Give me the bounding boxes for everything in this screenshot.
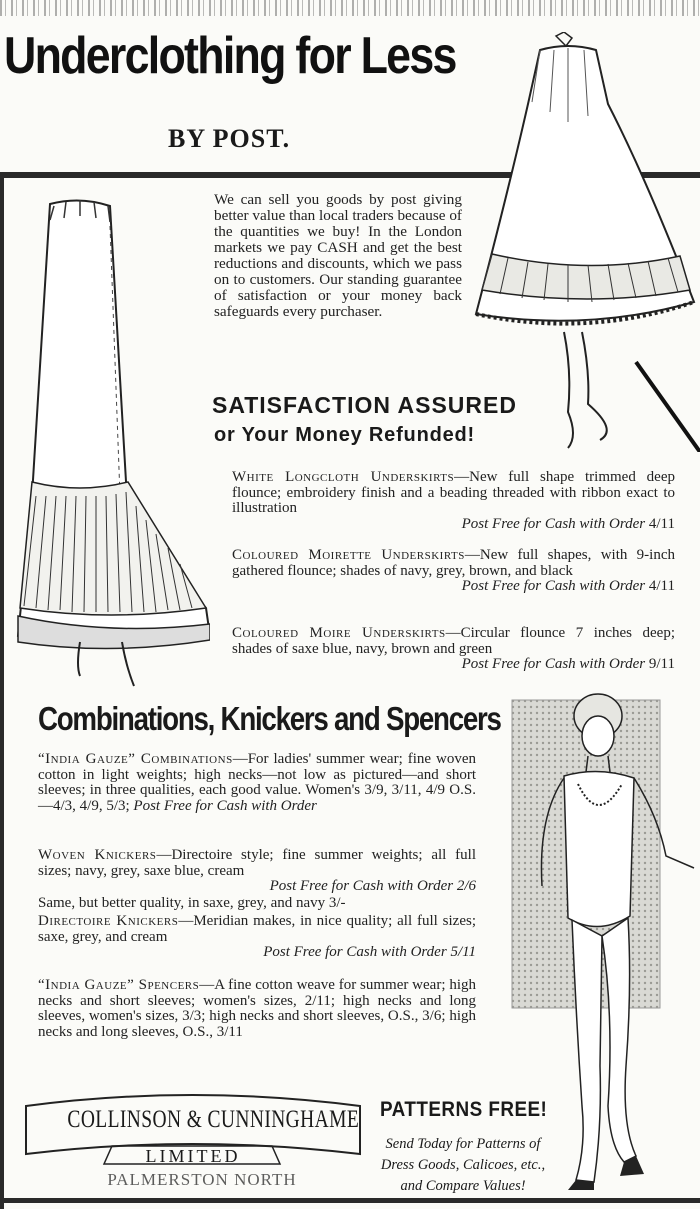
price-value: 2/6 bbox=[456, 878, 476, 895]
product-directoire-knickers bbox=[38, 914, 476, 961]
price-label: Post Free for Cash with Order bbox=[461, 515, 646, 532]
product-white-longcloth bbox=[232, 470, 675, 532]
product-india-gauze-spencers bbox=[38, 978, 476, 1041]
patterns-line-3: and Compare Values! bbox=[400, 1178, 526, 1194]
patterns-line-2: Dress Goods, Calicoes, etc., bbox=[380, 1157, 546, 1173]
product-name: White Longcloth Underskirts bbox=[232, 469, 455, 485]
company-logo bbox=[22, 1088, 364, 1198]
patterns-line-1: Send Today for Patterns of bbox=[385, 1136, 541, 1152]
product-price-line bbox=[232, 657, 675, 673]
product-coloured-moire bbox=[232, 626, 675, 673]
money-refunded-heading: or Your Money Refunded! bbox=[214, 424, 475, 446]
intro-paragraph: We can sell you goods by post giving better value than local traders because of the quantities we buy! In the London markets we pay CASH and get the best reductions and discounts, which we pass on to customers. Our standing guarantee of satisfaction or your money back safeguards every purchaser. bbox=[214, 191, 462, 320]
product-desc: Same, but better quality, in saxe, grey, and navy 3/- bbox=[38, 895, 346, 911]
product-desc: —New full shapes, with 9-inch gathered flounce; shades of navy, grey, brown, and black bbox=[232, 547, 675, 579]
product-price-line bbox=[38, 945, 476, 961]
product-name: “India Gauze” Combinations bbox=[38, 751, 233, 767]
subheadline: BY POST. bbox=[168, 124, 291, 153]
product-desc: —Circular flounce 7 inches deep; shades of saxe blue, navy, brown and green bbox=[232, 625, 675, 657]
product-coloured-moirette bbox=[232, 548, 675, 595]
border-left bbox=[0, 172, 4, 1209]
product-desc: —Meridian makes, in nice quality; all full sizes; saxe, grey, and cream bbox=[38, 913, 476, 945]
price-value: 9/11 bbox=[648, 656, 675, 672]
underskirt-illustration bbox=[10, 196, 210, 690]
company-city: PALMERSTON NORTH bbox=[107, 1170, 297, 1189]
border-bottom bbox=[0, 1198, 700, 1203]
product-desc: —A fine cotton weave for summer wear; high necks and short sleeves; women's sizes, 2/11; high necks and long sleeves, women's sizes, 3/3; high necks and short sleeves, O.S., 3/6; high necks and long sleeves, O.S., 3/11 bbox=[38, 977, 476, 1041]
price-value: 4/11 bbox=[648, 578, 675, 594]
company-limited: LIMITED bbox=[145, 1146, 241, 1166]
product-desc: —Directoire style; fine summer weights; all full sizes; navy, grey, saxe blue, cream bbox=[38, 847, 476, 879]
product-name: Coloured Moirette Underskirts bbox=[232, 547, 465, 563]
product-name: “India Gauze” Spencers bbox=[38, 977, 200, 993]
section-title: Combinations, Knickers and Spencers bbox=[38, 700, 501, 737]
patterns-text bbox=[378, 1134, 548, 1197]
company-name: COLLINSON & CUNNINGHAME bbox=[67, 1106, 360, 1133]
petticoat-illustration bbox=[468, 32, 700, 452]
product-desc: —For ladies' summer wear; fine woven cotton in light weights; high necks—not low as pictured—and short sleeves; in three qualities, each good value. Women's 3/9, 3/11, 4/9 O.S.—4/3, 4/9, 5/3; bbox=[38, 751, 476, 815]
price-label: Post Free for Cash with Order bbox=[461, 578, 646, 594]
product-woven-knickers bbox=[38, 848, 476, 895]
product-woven-knickers-better bbox=[38, 896, 476, 912]
masthead-noise bbox=[0, 0, 700, 16]
product-price-line bbox=[232, 517, 675, 533]
patterns-free-heading: PATTERNS FREE! bbox=[380, 1098, 548, 1121]
price-value: 5/11 bbox=[450, 944, 476, 961]
product-india-gauze-combinations bbox=[38, 752, 476, 815]
product-name: Coloured Moire Underskirts bbox=[232, 625, 446, 641]
satisfaction-heading: SATISFACTION ASSURED bbox=[212, 392, 517, 418]
product-price-line bbox=[38, 879, 476, 895]
price-value: 4/11 bbox=[648, 515, 675, 532]
product-name: Woven Knickers bbox=[38, 847, 157, 863]
price-label: Post Free for Cash with Order bbox=[133, 798, 317, 815]
price-label: Post Free for Cash with Order bbox=[461, 656, 646, 672]
price-label: Post Free for Cash with Order bbox=[263, 944, 447, 961]
product-desc: —New full shape trimmed deep flounce; embroidery finish and a beading threaded with ribbon exact to illustration bbox=[232, 469, 676, 516]
product-price-line bbox=[232, 579, 675, 595]
headline: Underclothing for Less bbox=[4, 27, 456, 85]
price-label: Post Free for Cash with Order bbox=[269, 878, 454, 895]
product-name: Directoire Knickers bbox=[38, 913, 179, 929]
